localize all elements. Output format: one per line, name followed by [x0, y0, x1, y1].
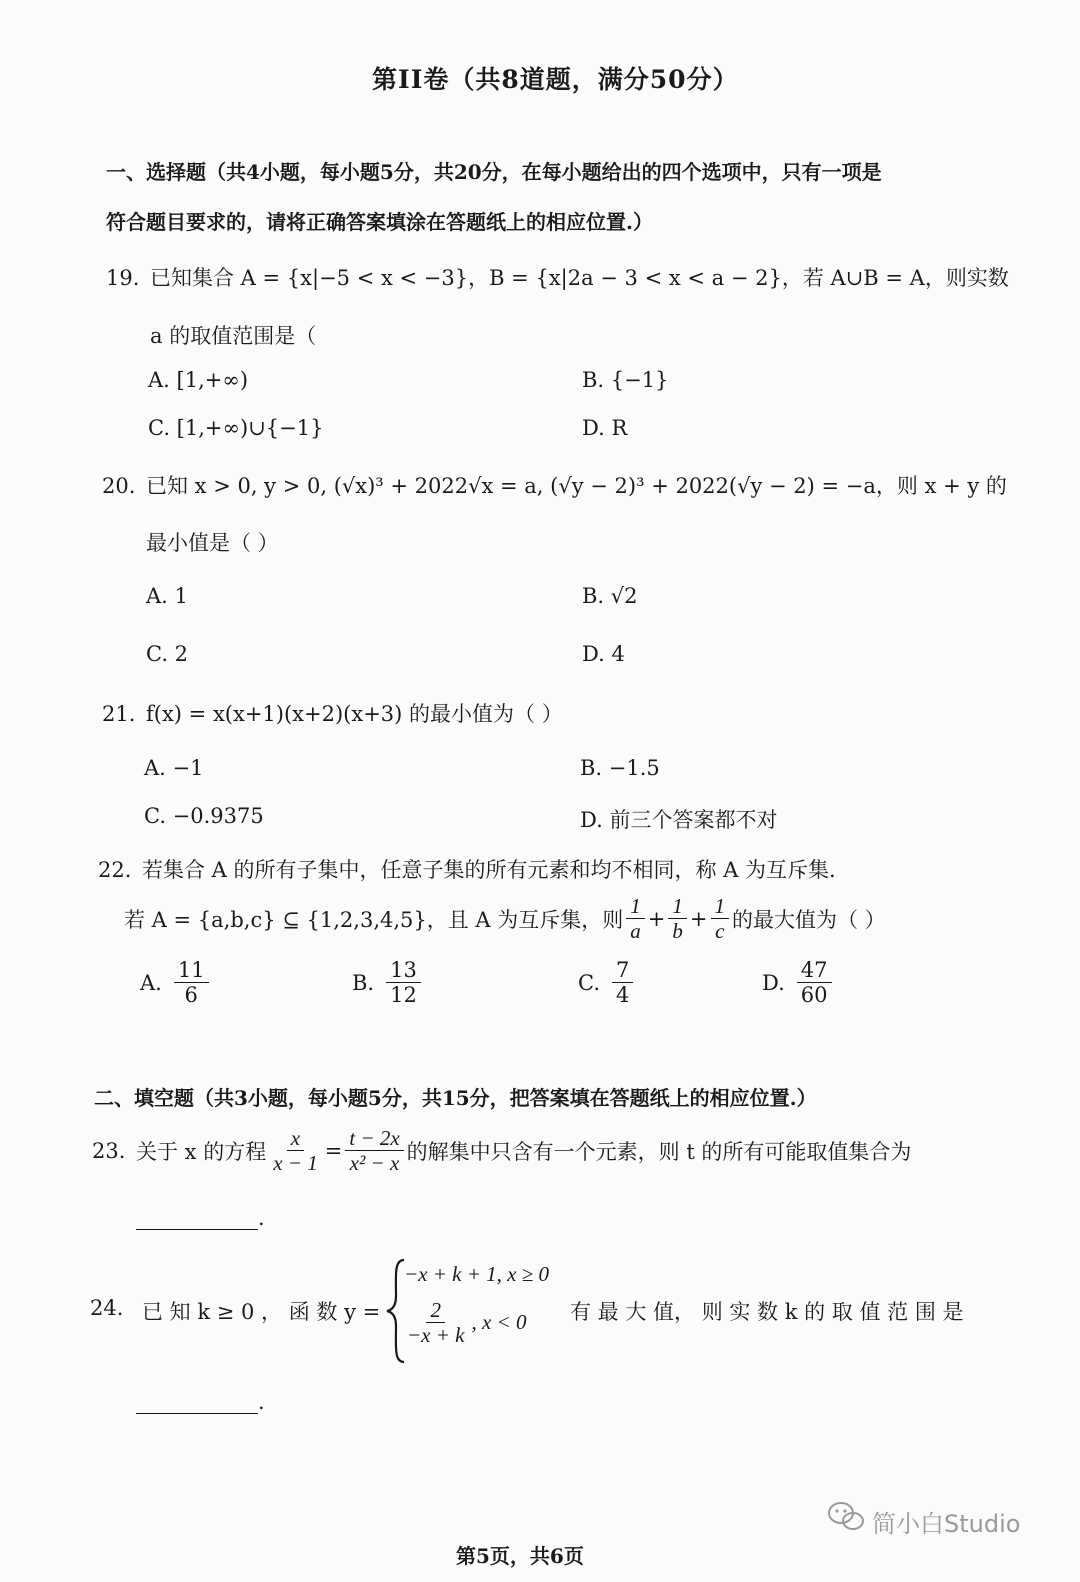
q23-line1	[92, 1126, 911, 1175]
q20-number: 20.	[102, 474, 136, 498]
q20-stem: 已知 x > 0, y > 0, (√x)³ + 2022√x = a, (√y − 2)³ + 2022(√y − 2) = −a，则 x + y 的	[146, 474, 1007, 498]
q22-frac-1b: $\frac{1}{b}$	[668, 894, 687, 943]
section2-heading: 二、填空题（共3小题，每小题5分，共15分，把答案填在答题纸上的相应位置.）	[94, 1086, 817, 1110]
q23-number: 23.	[92, 1138, 126, 1163]
q24-number: 24.	[90, 1296, 124, 1320]
section1-heading-line1: 一、选择题（共4小题，每小题5分，共20分，在每小题给出的四个选项中，只有一项是	[106, 160, 882, 184]
q20-option-b[interactable]: B. √2	[582, 584, 638, 608]
q19-option-d[interactable]: D. R	[582, 416, 628, 440]
q24-case2-frac: $\frac{2}{-x + k}$	[407, 1298, 465, 1348]
section1-heading-line2: 符合题目要求的，请将正确答案填涂在答题纸上的相应位置.）	[106, 210, 653, 234]
q23-rhs-frac: $\frac{t - 2x}{\text{x² − x}}$	[345, 1126, 403, 1175]
q22-plus-2: +	[689, 906, 708, 931]
q22-option-d-frac: $\frac{47}{60}$	[797, 958, 832, 1007]
q19-number: 19.	[106, 266, 140, 290]
q23-answer-blank[interactable]	[136, 1228, 258, 1230]
q22-line2-pre: 若 A = {a,b,c} ⊆ {1,2,3,4,5}，且 A 为互斥集，则	[124, 907, 624, 932]
q24-case2-cond: , x < 0	[471, 1310, 527, 1335]
q24-case2	[400, 1298, 526, 1347]
q22-line2	[124, 894, 886, 943]
q22-option-b[interactable]	[352, 958, 424, 1007]
q20-line2: 最小值是（ ）	[146, 531, 279, 555]
q22-line1	[98, 854, 836, 884]
q22-option-a-label: A.	[140, 970, 162, 995]
q22-number: 22.	[98, 858, 132, 882]
q20-option-d[interactable]: D. 4	[582, 642, 625, 666]
q22-option-a[interactable]	[140, 958, 212, 1007]
wechat-icon	[826, 1500, 866, 1534]
q24-case1: −x + k + 1, x ≥ 0	[404, 1262, 550, 1286]
q19-option-a[interactable]: A. [1,+∞)	[148, 368, 249, 392]
q22-option-b-label: B.	[352, 970, 375, 995]
q23-tail: .	[258, 1206, 265, 1230]
exam-part-title: 第II卷（共8道题，满分50分）	[372, 65, 739, 94]
q23-lhs-frac: $\frac{x}{x - 1}$	[273, 1126, 318, 1176]
watermark-text: 简小白Studio	[872, 1510, 1021, 1538]
q22-option-a-frac: $\frac{11}{6}$	[174, 958, 209, 1007]
q21-option-d[interactable]: D. 前三个答案都不对	[580, 808, 778, 832]
q24-answer-blank[interactable]	[136, 1412, 258, 1414]
q22-option-c-frac: $\frac{7}{4}$	[612, 958, 633, 1007]
q22-plus-1: +	[647, 906, 666, 931]
q22-stem: 若集合 A 的所有子集中，任意子集的所有元素和均不相同，称 A 为互斥集.	[142, 858, 836, 882]
q21-option-c[interactable]: C. −0.9375	[144, 804, 264, 828]
q22-option-b-frac: $\frac{13}{12}$	[386, 958, 421, 1007]
q21-option-a[interactable]: A. −1	[144, 756, 204, 780]
q22-frac-1a: $\frac{1}{a}$	[626, 894, 645, 943]
q19-line1	[106, 262, 1009, 292]
q21-option-b[interactable]: B. −1.5	[580, 756, 660, 780]
q23-pre: 关于 x 的方程	[136, 1139, 267, 1164]
q21-line1	[102, 698, 563, 728]
q20-line1	[102, 470, 1007, 500]
q22-option-d[interactable]	[762, 958, 835, 1007]
q22-frac-1c: $\frac{1}{c}$	[711, 894, 730, 943]
q19-stem: 已知集合 A = {x|−5 < x < −3}，B = {x|2a − 3 < x < a − 2}，若 A∪B = A，则实数	[150, 266, 1009, 290]
page-footer: 第5页，共6页	[456, 1544, 584, 1568]
q24-pre: 已 知 k ≥ 0 ， 函 数 y =	[142, 1300, 381, 1324]
q23-equals: =	[324, 1138, 343, 1163]
q24-tail: .	[258, 1390, 265, 1414]
q20-option-c[interactable]: C. 2	[146, 642, 189, 666]
q19-option-c[interactable]: C. [1,+∞)∪{−1}	[148, 416, 324, 440]
q22-option-d-label: D.	[762, 970, 785, 995]
q19-line2: a 的取值范围是（	[150, 324, 317, 348]
q21-number: 21.	[102, 702, 136, 726]
q20-option-a[interactable]: A. 1	[146, 584, 188, 608]
q22-option-c-label: C.	[578, 970, 600, 995]
q21-stem: f(x) = x(x+1)(x+2)(x+3) 的最小值为（ ）	[146, 702, 563, 726]
q22-line2-post: 的最大值为（ ）	[732, 907, 886, 932]
q24-post: 有 最 大 值， 则 实 数 k 的 取 值 范 围 是	[570, 1300, 964, 1324]
q23-post: 的解集中只含有一个元素，则 t 的所有可能取值集合为	[406, 1139, 912, 1164]
q19-option-b[interactable]: B. {−1}	[582, 368, 669, 392]
q22-option-c[interactable]	[578, 958, 636, 1007]
